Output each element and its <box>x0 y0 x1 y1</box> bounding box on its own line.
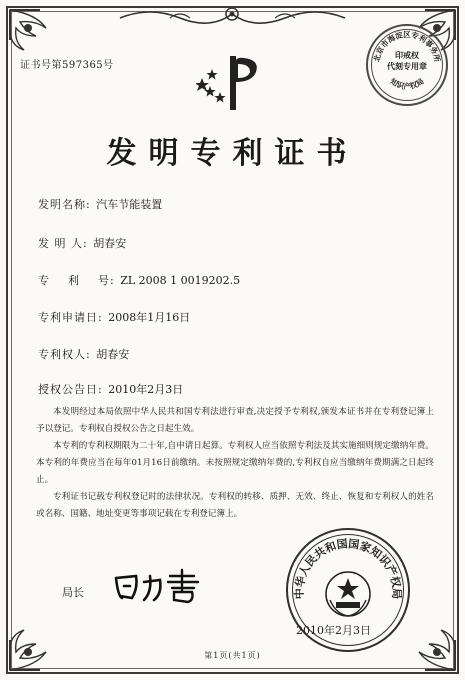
patent-number-row <box>38 272 240 288</box>
patentee-row <box>38 346 129 362</box>
body-paragraph: 本发明经过本局依照中华人民共和国专利法进行审查,决定授予专利权,颁发本证书并在专利登记簿上予以登记。专利权自授权公告之日起生效。 <box>36 407 434 434</box>
director-label: 局长 <box>62 586 84 599</box>
filing-date-value: 2008年1月16日 <box>108 311 191 324</box>
patent-number-value: ZL 2008 1 0019202.5 <box>120 274 241 287</box>
corner-ornament-icon <box>6 604 76 674</box>
svg-text:知识产权局 <box>389 76 426 91</box>
inventor-row <box>38 235 126 251</box>
patent-office-logo-icon <box>196 52 270 114</box>
filing-date-label: 专利申请日: <box>38 311 103 324</box>
patentee-label: 专利权人: <box>38 348 91 361</box>
body-paragraph: 本专利的专利权期限为二十年,自申请日起算。专利权人应当依照专利法及其实施细则规定缴纳年费。本专利的年费应当在每年01月16日前缴纳。未按照规定缴纳年费的,专利权自应当缴纳年费期满之日起终止。 <box>36 441 434 485</box>
top-scroll-ornament-icon <box>110 4 355 30</box>
seal-center-line: 印戒权 <box>395 50 419 60</box>
seal-arc-text: 北京市海淀区专利事务所 <box>372 30 442 63</box>
body-paragraph: 专利证书记载专利权登记时的法律状况。专利权的转移、质押、无效、终止、恢复和专利权人的姓名或名称、国籍、地址变更等事项记载在专利登记簿上。 <box>36 492 434 519</box>
inventor-label: 发 明 人: <box>38 237 88 250</box>
grant-date-row <box>38 381 183 397</box>
grant-date-value: 2010年2月3日 <box>108 383 184 396</box>
seal-center-text <box>366 50 448 72</box>
page-number: 第1页(共1页) <box>204 651 261 660</box>
director-signature-icon <box>108 566 218 606</box>
page-title: 发明专利证书 <box>106 136 359 171</box>
invention-name-value: 汽车节能装置 <box>96 198 163 211</box>
seal-arc-text: 中华人民共和国国家知识产权局 <box>292 537 404 600</box>
invention-name-label: 发明名称: <box>38 198 91 211</box>
patent-number-label: 专 利 号: <box>38 274 115 287</box>
national-emblem-icon <box>326 572 370 616</box>
inventor-value: 胡春安 <box>93 237 127 250</box>
certificate-number: 证书号第597365号 <box>20 60 114 71</box>
patentee-value: 胡春安 <box>96 348 130 361</box>
seal-date: 2010年2月3日 <box>296 624 371 637</box>
grant-date-label: 授权公告日: <box>38 383 103 396</box>
certificate-body <box>36 404 434 523</box>
seal-center-line: 代刻专用章 <box>387 61 427 71</box>
agency-seal <box>366 24 448 106</box>
invention-name-row <box>38 196 162 212</box>
filing-date-row <box>38 309 190 325</box>
seal-bottom-text: 知识产权局 <box>388 76 426 91</box>
